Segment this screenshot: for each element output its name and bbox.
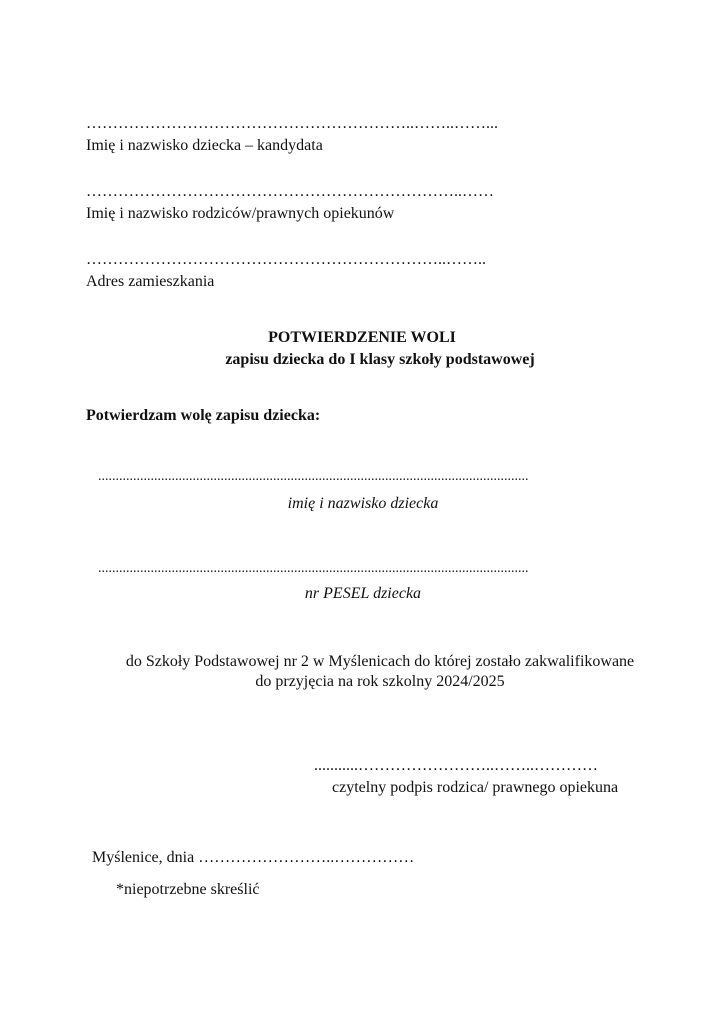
school-text-line1: do Szkoły Podstawowej nr 2 w Myślenicach do której zostało zakwalifikowane [125, 653, 635, 670]
signature-label: czytelny podpis rodzica/ prawnego opiekuna [332, 779, 619, 796]
place-date-label: Myślenice, dnia [92, 849, 195, 866]
address-line: …………………………………………………………..…….. [86, 251, 486, 268]
document-subtitle: zapisu dziecka do I klasy szkoły podstawowej [225, 351, 535, 368]
child-name-label: imię i nazwisko dziecka [287, 495, 439, 512]
document-title: POTWIERDZENIE WOLI [268, 329, 456, 346]
parents-name-label: Imię i nazwisko rodziców/prawnych opiekunów [86, 205, 395, 222]
confirm-heading: Potwierdzam wolę zapisu dziecka: [86, 407, 321, 424]
parents-name-line: ……………………………………………………………..…… [86, 183, 494, 200]
child-candidate-name-line: ……………………………………………………..……..……... [86, 115, 498, 132]
place-date-field [92, 850, 414, 866]
child-name-line: ........................................................................................................................... [98, 470, 529, 484]
footnote: *niepotrzebne skreślić [116, 881, 260, 898]
place-date-line: ……………………..…………… [198, 849, 415, 866]
signature-line: ...........……………………..……..………… [314, 757, 598, 774]
school-text-line2: do przyjęcia na rok szkolny 2024/2025 [255, 673, 505, 690]
child-candidate-name-label: Imię i nazwisko dziecka – kandydata [86, 137, 323, 154]
address-label: Adres zamieszkania [86, 273, 215, 290]
child-pesel-label: nr PESEL dziecka [304, 585, 422, 602]
child-pesel-line: ........................................................................................................................... [98, 562, 529, 576]
